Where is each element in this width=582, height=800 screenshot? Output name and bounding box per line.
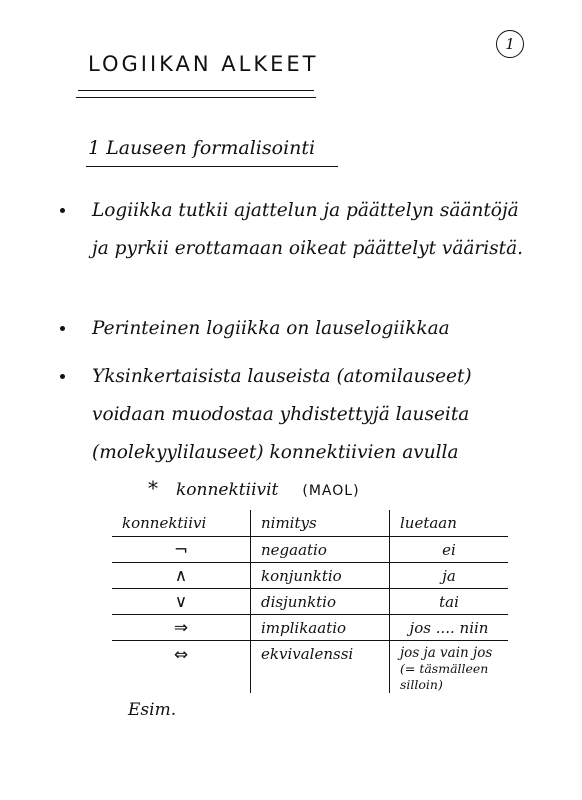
table-row [112, 589, 508, 615]
connectives-heading [148, 476, 360, 500]
connective-name: konjunktio [251, 563, 390, 589]
page-title: LOGIIKAN ALKEET [88, 52, 319, 76]
conjunction-symbol: ∧ [112, 563, 251, 589]
connective-reading: jos .... niin [390, 615, 509, 641]
implication-arrow-icon: ⇒ [112, 615, 251, 641]
table-row [112, 615, 508, 641]
bullet-text: Yksinkertaisista lauseista (atomilauseet) voidaan muodostaa yhdistettyjä lauseita (molekyylilauseet) konnektiivien avulla [92, 366, 472, 463]
connective-reading: tai [390, 589, 509, 615]
column-header-name: nimitys [251, 510, 390, 537]
connective-reading: ja [390, 563, 509, 589]
bullet-text: Logiikka tutkii ajattelun ja päättelyn sääntöjä ja pyrkii erottamaan oikeat päättelyt vääristä. [92, 200, 524, 259]
connective-reading [390, 641, 509, 694]
column-header-connective: konnektiivi [112, 510, 251, 537]
connective-name: negaatio [251, 537, 390, 563]
section-underline [86, 166, 338, 167]
example-label: Esim. [128, 700, 177, 720]
negation-symbol: ¬ [112, 537, 251, 563]
table-header-row [112, 510, 508, 537]
disjunction-symbol: ∨ [112, 589, 251, 615]
bullet-dot-icon [60, 208, 65, 213]
bullet-item-compound-sentences [60, 358, 530, 472]
connective-name: ekvivalenssi [251, 641, 390, 694]
column-header-reading: luetaan [390, 510, 509, 537]
bullet-item-logic-definition [60, 192, 530, 268]
connective-reading-text: jos ja vain jos [400, 645, 493, 661]
table-row [112, 563, 508, 589]
connective-reading: ei [390, 537, 509, 563]
title-underline-1 [78, 90, 314, 91]
connectives-table [112, 510, 508, 693]
bullet-text: Perinteinen logiikka on lauselogiikkaa [92, 318, 450, 339]
connectives-heading-text: konnektiivit [176, 480, 279, 500]
table-row [112, 537, 508, 563]
connectives-source: (MAOL) [302, 483, 360, 499]
bullet-dot-icon [60, 374, 65, 379]
star-icon: * [148, 476, 158, 500]
connective-name: implikaatio [251, 615, 390, 641]
connective-name: disjunktio [251, 589, 390, 615]
equivalence-arrow-icon: ⇔ [112, 641, 251, 694]
page-number: 1 [496, 30, 524, 58]
section-heading: 1 Lauseen formalisointi [88, 137, 316, 159]
title-underline-2 [76, 97, 316, 98]
bullet-dot-icon [60, 326, 65, 331]
table-row [112, 641, 508, 694]
bullet-item-traditional-logic [60, 310, 530, 348]
connective-reading-note: (= täsmälleen silloin) [400, 661, 489, 692]
